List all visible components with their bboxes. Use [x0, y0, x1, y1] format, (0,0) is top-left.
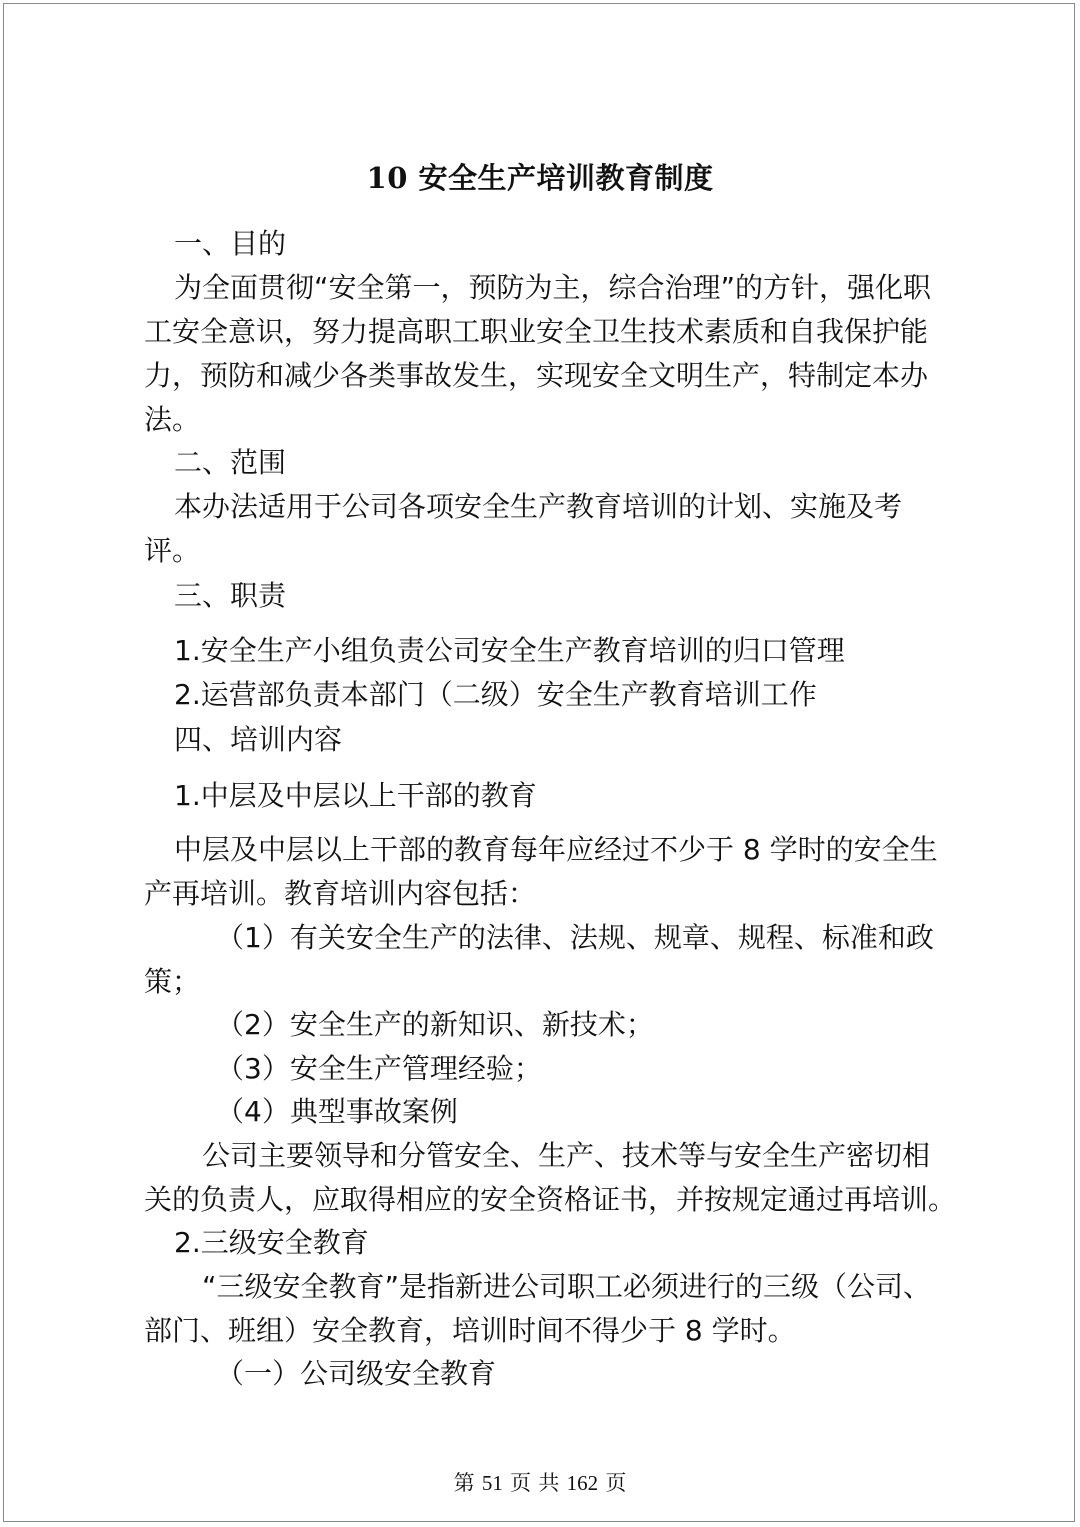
body-line: 公司主要领导和分管安全、生产、技术等与安全生产密切相	[202, 1139, 931, 1172]
body-line: 中层及中层以上干部的教育每年应经过不少于 8 学时的安全生	[174, 833, 938, 866]
body-line: 为全面贯彻“安全第一，预防为主，综合治理”的方针，强化职	[174, 271, 932, 304]
body-line: 产再培训。教育培训内容包括：	[144, 877, 537, 910]
content-list-item-continuation: 策；	[144, 965, 201, 998]
section-heading-purpose: 一、目的	[174, 227, 287, 260]
body-line: 法。	[144, 403, 201, 436]
section-heading-scope: 二、范围	[174, 446, 287, 479]
content-list-item: （2）安全生产的新知识、新技术；	[216, 1008, 654, 1041]
body-line: 本办法适用于公司各项安全生产教育培训的计划、实施及考	[174, 490, 903, 523]
body-line: 部门、班组）安全教育，培训时间不得少于 8 学时。	[144, 1314, 796, 1347]
content-list-item: （4）典型事故案例	[216, 1095, 458, 1128]
content-list-item: （1）有关安全生产的法律、法规、规章、规程、标准和政	[216, 921, 934, 954]
subsection-heading: 2.三级安全教育	[174, 1226, 369, 1259]
section-heading-duties: 三、职责	[174, 579, 287, 612]
duty-item: 2.运营部负责本部门（二级）安全生产教育培训工作	[174, 678, 817, 711]
body-line: 评。	[144, 534, 201, 567]
page-number: 第 51 页 共 162 页	[453, 1471, 627, 1495]
document-title: 10 安全生产培训教育制度	[366, 161, 714, 195]
body-line: 力，预防和减少各类事故发生，实现安全文明生产，特制定本办	[144, 359, 929, 392]
subsection-heading: （一）公司级安全教育	[216, 1357, 497, 1390]
body-line: “三级安全教育”是指新进公司职工必须进行的三级（公司、	[202, 1270, 932, 1303]
section-heading-training-content: 四、培训内容	[174, 723, 343, 756]
body-line: 工安全意识，努力提高职工职业安全卫生技术素质和自我保护能	[144, 315, 929, 348]
content-list-item: （3）安全生产管理经验；	[216, 1052, 542, 1085]
duty-item: 1.安全生产小组负责公司安全生产教育培训的归口管理	[174, 634, 845, 667]
body-line: 关的负责人，应取得相应的安全资格证书，并按规定通过再培训。	[144, 1183, 957, 1216]
subsection-heading: 1.中层及中层以上干部的教育	[174, 779, 537, 812]
